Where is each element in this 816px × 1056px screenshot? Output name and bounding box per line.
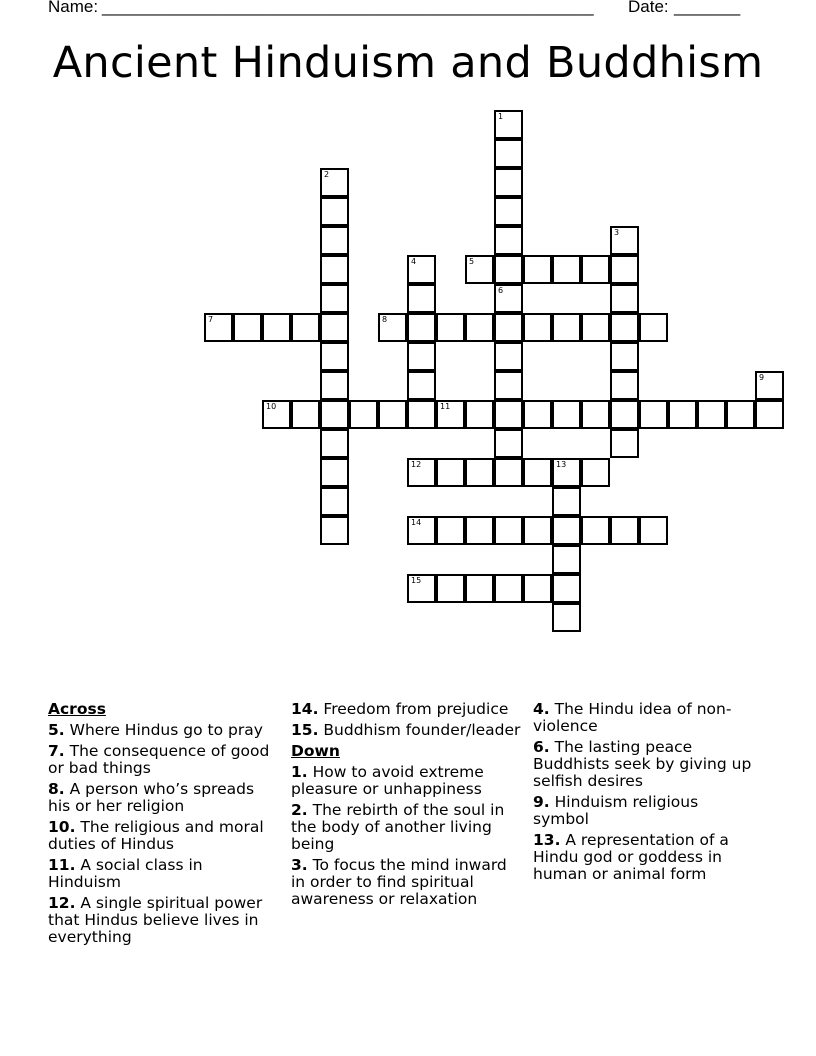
grid-cell[interactable] xyxy=(407,516,436,545)
grid-cell[interactable] xyxy=(436,516,465,545)
grid-cell[interactable] xyxy=(668,400,697,429)
grid-cell[interactable] xyxy=(407,371,436,400)
grid-cell[interactable] xyxy=(552,545,581,574)
grid-cell[interactable] xyxy=(291,400,320,429)
clue-number: 13 xyxy=(556,460,567,469)
grid-cell[interactable] xyxy=(494,313,523,342)
grid-cell[interactable] xyxy=(552,574,581,603)
grid-cell[interactable] xyxy=(407,458,436,487)
grid-cell[interactable] xyxy=(436,574,465,603)
grid-cell[interactable] xyxy=(494,516,523,545)
grid-cell[interactable] xyxy=(639,516,668,545)
grid-cell[interactable] xyxy=(436,400,465,429)
grid-cell[interactable] xyxy=(523,400,552,429)
grid-cell[interactable] xyxy=(610,429,639,458)
grid-cell[interactable] xyxy=(552,603,581,632)
clue-number: 9 xyxy=(759,373,765,382)
grid-cell[interactable] xyxy=(320,313,349,342)
grid-cell[interactable] xyxy=(436,458,465,487)
grid-cell[interactable] xyxy=(697,400,726,429)
grid-cell[interactable] xyxy=(610,371,639,400)
clue-number: 2 xyxy=(324,170,330,179)
grid-cell[interactable] xyxy=(465,313,494,342)
clue-number: 1 xyxy=(498,112,504,121)
clue-across-11: 11. A social class in Hinduism xyxy=(48,856,203,891)
grid-cell[interactable] xyxy=(494,197,523,226)
clue-number: 4 xyxy=(411,257,417,266)
grid-cell[interactable] xyxy=(407,342,436,371)
clue-across-10: 10. The religious and moral duties of Hindus xyxy=(48,818,264,853)
grid-cell[interactable] xyxy=(320,342,349,371)
grid-cell[interactable] xyxy=(581,313,610,342)
grid-cell[interactable] xyxy=(407,255,436,284)
grid-cell[interactable] xyxy=(407,313,436,342)
clue-number: 5 xyxy=(469,257,475,266)
down-heading: Down xyxy=(291,742,340,760)
grid-cell[interactable] xyxy=(494,226,523,255)
grid-cell[interactable] xyxy=(465,400,494,429)
across-heading: Across xyxy=(48,700,106,718)
grid-cell[interactable] xyxy=(581,516,610,545)
grid-cell[interactable] xyxy=(610,255,639,284)
grid-cell[interactable] xyxy=(465,458,494,487)
grid-cell[interactable] xyxy=(552,516,581,545)
clue-down-3: 3. To focus the mind inward in order to find spiritual awareness or relaxation xyxy=(291,856,507,908)
clue-across-15: 15. Buddhism founder/leader xyxy=(291,721,521,739)
grid-cell[interactable] xyxy=(552,313,581,342)
grid-cell[interactable] xyxy=(494,168,523,197)
grid-cell[interactable] xyxy=(378,313,407,342)
grid-cell[interactable] xyxy=(494,574,523,603)
grid-cell[interactable] xyxy=(320,168,349,197)
clue-down-13: 13. A representation of a Hindu god or goddess in human or animal form xyxy=(533,831,729,883)
grid-cell[interactable] xyxy=(494,342,523,371)
clue-across-14: 14. Freedom from prejudice xyxy=(291,700,509,718)
grid-cell[interactable] xyxy=(610,400,639,429)
grid-cell[interactable] xyxy=(523,313,552,342)
grid-cell[interactable] xyxy=(494,400,523,429)
grid-cell[interactable] xyxy=(610,342,639,371)
grid-cell[interactable] xyxy=(552,487,581,516)
grid-cell[interactable] xyxy=(755,400,784,429)
clue-number: 3 xyxy=(614,228,620,237)
grid-cell[interactable] xyxy=(407,400,436,429)
grid-cell[interactable] xyxy=(610,313,639,342)
grid-cell[interactable] xyxy=(610,284,639,313)
grid-cell[interactable] xyxy=(494,458,523,487)
grid-cell[interactable] xyxy=(523,574,552,603)
page-title: Ancient Hinduism and Buddhism xyxy=(52,38,764,88)
grid-cell[interactable] xyxy=(639,313,668,342)
grid-cell[interactable] xyxy=(320,226,349,255)
clue-down-9: 9. Hinduism religious symbol xyxy=(533,793,699,828)
grid-cell[interactable] xyxy=(523,255,552,284)
clue-number: 12 xyxy=(411,460,422,469)
clues-column-1 xyxy=(48,701,273,950)
grid-cell[interactable] xyxy=(581,255,610,284)
grid-cell[interactable] xyxy=(407,574,436,603)
clue-across-12: 12. A single spiritual power that Hindus believe lives in everything xyxy=(48,894,263,946)
grid-cell[interactable] xyxy=(320,255,349,284)
grid-cell[interactable] xyxy=(378,400,407,429)
grid-cell[interactable] xyxy=(320,487,349,516)
grid-cell[interactable] xyxy=(320,400,349,429)
grid-cell[interactable] xyxy=(320,197,349,226)
grid-cell[interactable] xyxy=(494,284,523,313)
grid-cell[interactable] xyxy=(552,255,581,284)
grid-cell[interactable] xyxy=(349,400,378,429)
grid-cell[interactable] xyxy=(581,458,610,487)
grid-cell[interactable] xyxy=(320,284,349,313)
name-field[interactable]: ____________________________________________________ xyxy=(102,0,594,16)
grid-cell[interactable] xyxy=(639,400,668,429)
grid-cell[interactable] xyxy=(204,313,233,342)
clues-column-3 xyxy=(533,701,758,887)
grid-cell[interactable] xyxy=(494,139,523,168)
clue-number: 6 xyxy=(498,286,504,295)
clue-number: 10 xyxy=(266,402,277,411)
grid-cell[interactable] xyxy=(262,313,291,342)
grid-cell[interactable] xyxy=(494,371,523,400)
clue-down-1: 1. How to avoid extreme pleasure or unhappiness xyxy=(291,763,484,798)
date-label: Date: xyxy=(628,0,669,16)
grid-cell[interactable] xyxy=(523,458,552,487)
clue-down-2: 2. The rebirth of the soul in the body of another living being xyxy=(291,801,505,853)
grid-cell[interactable] xyxy=(320,371,349,400)
date-field[interactable]: _______ xyxy=(674,0,741,16)
clue-down-4: 4. The Hindu idea of non-violence xyxy=(533,700,732,735)
grid-cell[interactable] xyxy=(552,400,581,429)
clue-down-6: 6. The lasting peace Buddhists seek by giving up selfish desires xyxy=(533,738,752,790)
name-label: Name: xyxy=(48,0,99,16)
grid-cell[interactable] xyxy=(320,516,349,545)
grid-cell[interactable] xyxy=(610,226,639,255)
grid-cell[interactable] xyxy=(465,516,494,545)
grid-cell[interactable] xyxy=(320,458,349,487)
clue-number: 15 xyxy=(411,576,422,585)
clue-number: 11 xyxy=(440,402,451,411)
grid-cell[interactable] xyxy=(610,516,639,545)
grid-cell[interactable] xyxy=(233,313,262,342)
grid-cell[interactable] xyxy=(291,313,320,342)
grid-cell[interactable] xyxy=(436,313,465,342)
grid-cell[interactable] xyxy=(262,400,291,429)
grid-cell[interactable] xyxy=(581,400,610,429)
grid-cell[interactable] xyxy=(494,255,523,284)
clue-number: 7 xyxy=(208,315,214,324)
clue-number: 8 xyxy=(382,315,388,324)
clue-number: 14 xyxy=(411,518,422,527)
grid-cell[interactable] xyxy=(494,429,523,458)
grid-cell[interactable] xyxy=(523,516,552,545)
grid-cell[interactable] xyxy=(494,110,523,139)
clue-across-8: 8. A person who’s spreads his or her religion xyxy=(48,780,255,815)
clue-across-7: 7. The consequence of good or bad things xyxy=(48,742,270,777)
grid-cell[interactable] xyxy=(320,429,349,458)
grid-cell[interactable] xyxy=(465,255,494,284)
clue-across-5: 5. Where Hindus go to pray xyxy=(48,721,263,739)
grid-cell[interactable] xyxy=(726,400,755,429)
clues-column-2 xyxy=(291,701,521,912)
grid-cell[interactable] xyxy=(407,284,436,313)
grid-cell[interactable] xyxy=(465,574,494,603)
grid-cell[interactable] xyxy=(552,458,581,487)
grid-cell[interactable] xyxy=(755,371,784,400)
